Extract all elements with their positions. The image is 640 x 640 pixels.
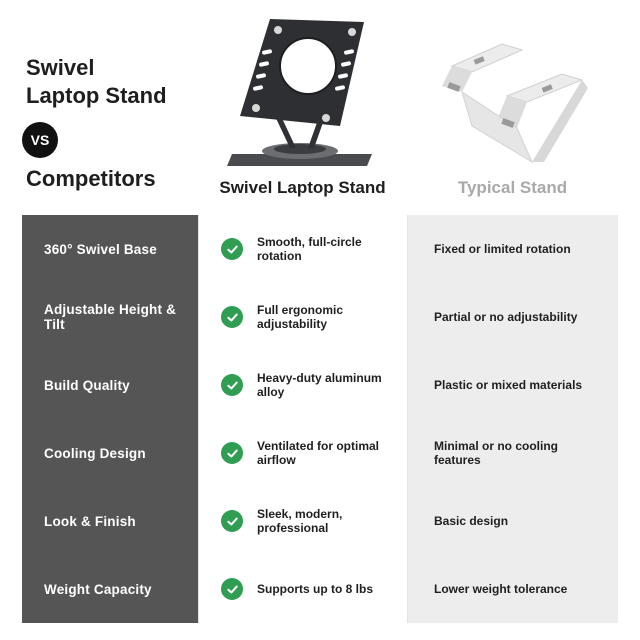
vs-badge: VS xyxy=(22,122,58,158)
swivel-text: Smooth, full-circle rotation xyxy=(257,235,362,263)
typical-cell: Basic design xyxy=(408,487,618,555)
headline-line-3: Competitors xyxy=(26,166,156,191)
typical-stand-label: Typical Stand xyxy=(457,178,568,197)
typical-cell: Plastic or mixed materials xyxy=(408,351,618,419)
table-row xyxy=(22,419,618,488)
feature-cell: 360° Swivel Base xyxy=(22,215,198,283)
swivel-cell xyxy=(198,555,408,623)
headline xyxy=(26,54,167,110)
swivel-text: Ventilated for optimal airflow xyxy=(257,439,380,467)
typical-cell: Fixed or limited rotation xyxy=(408,215,618,283)
check-icon xyxy=(221,510,243,532)
comparison-table xyxy=(22,215,618,625)
check-icon xyxy=(221,238,243,260)
table-row xyxy=(22,487,618,556)
check-icon xyxy=(221,442,243,464)
table-row xyxy=(22,283,618,352)
swivel-cell xyxy=(198,419,408,487)
table-row xyxy=(22,215,618,284)
typical-stand-image xyxy=(432,36,592,166)
typical-cell: Lower weight tolerance xyxy=(408,555,618,623)
check-icon xyxy=(221,306,243,328)
typical-cell: Partial or no adjustability xyxy=(408,283,618,351)
swivel-stand-image xyxy=(222,14,382,172)
headline-line-2: Laptop Stand xyxy=(26,83,167,108)
swivel-cell xyxy=(198,283,408,351)
swivel-cell xyxy=(198,487,408,555)
swivel-stand-label: Swivel Laptop Stand xyxy=(219,178,386,197)
swivel-text: Heavy-duty aluminum alloy xyxy=(257,371,382,399)
swivel-text: Full ergonomic adjustability xyxy=(257,303,344,331)
swivel-cell xyxy=(198,215,408,283)
table-row xyxy=(22,351,618,420)
feature-cell: Build Quality xyxy=(22,351,198,419)
swivel-cell xyxy=(198,351,408,419)
swivel-text: Supports up to 8 lbs xyxy=(257,582,373,596)
typical-cell: Minimal or no cooling features xyxy=(408,419,618,487)
feature-cell: Weight Capacity xyxy=(22,555,198,623)
hero-section xyxy=(0,0,640,215)
headline-line-1: Swivel xyxy=(26,55,95,80)
feature-cell: Adjustable Height & Tilt xyxy=(22,283,198,351)
swivel-text: Sleek, modern, professional xyxy=(257,507,343,535)
feature-cell: Cooling Design xyxy=(22,419,198,487)
table-row xyxy=(22,555,618,623)
feature-cell: Look & Finish xyxy=(22,487,198,555)
check-icon xyxy=(221,374,243,396)
check-icon xyxy=(221,578,243,600)
